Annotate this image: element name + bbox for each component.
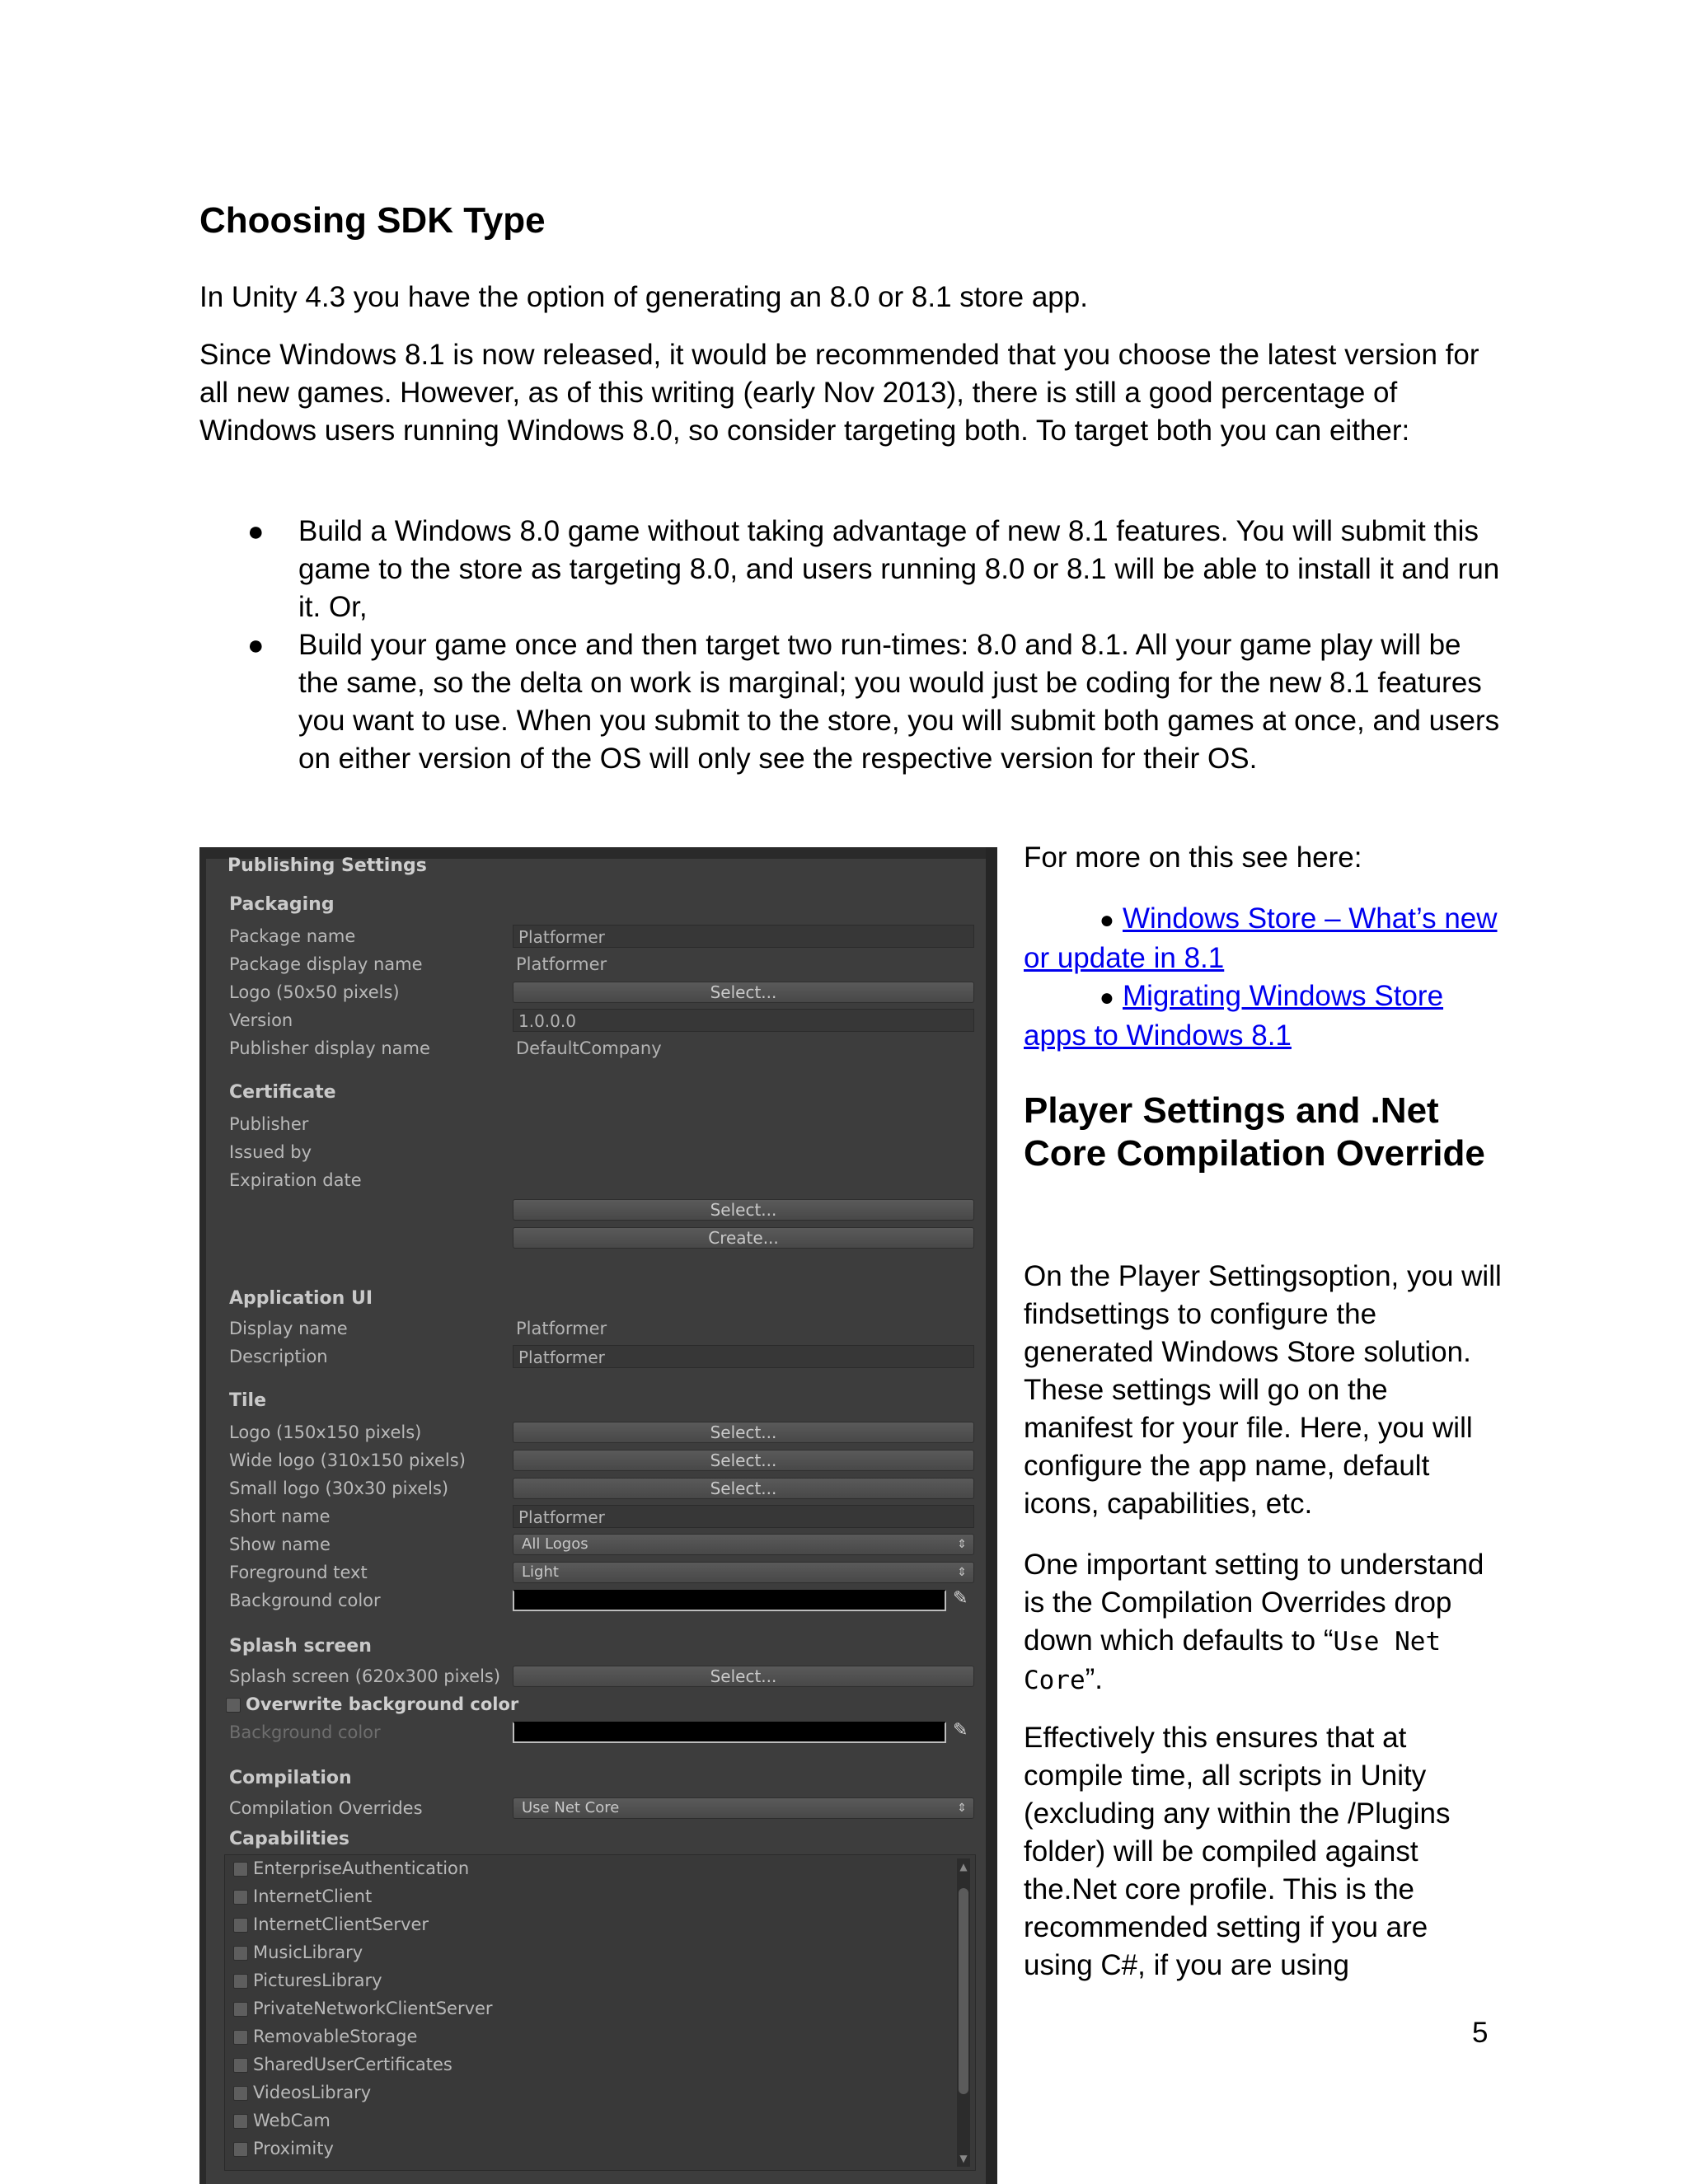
splash-bg-color-swatch[interactable] xyxy=(513,1722,946,1743)
list-item: ● Build a Windows 8.0 game without taking advantage of new 8.1 features. You will submit this game to the store as targeting 8.0, and users running 8.0 or 8.1 will be able to install it and run it. Or, xyxy=(199,513,1502,626)
color-picker-icon[interactable]: ✎ xyxy=(953,1720,968,1741)
list-item[interactable]: EnterpriseAuthentication xyxy=(233,1855,469,1882)
list-item[interactable]: InternetClientServer xyxy=(233,1911,429,1938)
compilation-overrides-dropdown[interactable]: Use Net Core ⇕ xyxy=(513,1797,974,1819)
show-name-label: Show name xyxy=(229,1535,331,1554)
list-item[interactable]: RemovableStorage xyxy=(233,2023,417,2050)
wide-logo-select-button[interactable]: Select... xyxy=(513,1450,974,1471)
wide-logo-label: Wide logo (310x150 pixels) xyxy=(229,1451,466,1470)
panel-title: Publishing Settings xyxy=(227,855,427,876)
scroll-up-icon[interactable]: ▲ xyxy=(959,1861,968,1872)
expiration-date-label: Expiration date xyxy=(229,1170,362,1190)
chevron-updown-icon: ⇕ xyxy=(957,1802,967,1815)
more-info-text: For more on this see here: xyxy=(1024,841,1362,874)
bullet-icon: ● xyxy=(1099,984,1114,1011)
application-ui-header: Application UI xyxy=(229,1288,373,1309)
bullet-icon: ● xyxy=(247,630,265,661)
short-name-field[interactable]: Platformer xyxy=(513,1505,974,1528)
intro-paragraph: In Unity 4.3 you have the option of generating an 8.0 or 8.1 store app. xyxy=(199,281,1088,313)
list-item xyxy=(1024,900,1502,977)
link-migrating-apps[interactable]: Migrating Windows Store apps to Windows 8.1 xyxy=(1024,980,1444,1052)
publisher-display-name-label: Publisher display name xyxy=(229,1038,430,1058)
list-item[interactable]: WebCam xyxy=(233,2107,331,2134)
compilation-overrides-label: Compilation Overrides xyxy=(229,1798,423,1818)
checkbox-icon xyxy=(233,1862,248,1877)
checkbox-icon xyxy=(233,1890,248,1905)
issued-by-label: Issued by xyxy=(229,1142,312,1162)
certificate-create-button[interactable]: Create... xyxy=(513,1227,974,1249)
page-number: 5 xyxy=(1472,2017,1489,2049)
logo-select-button[interactable]: Select... xyxy=(513,982,974,1003)
foreground-text-label: Foreground text xyxy=(229,1563,368,1582)
package-display-name-value: Platformer xyxy=(516,954,607,974)
tile-logo-select-button[interactable]: Select... xyxy=(513,1422,974,1443)
scrollbar-thumb[interactable] xyxy=(959,1888,968,2094)
list-item[interactable]: PicturesLibrary xyxy=(233,1967,382,1994)
package-name-field[interactable]: Platformer xyxy=(513,925,974,948)
list-item[interactable]: PrivateNetworkClientServer xyxy=(233,1995,493,2022)
show-name-dropdown[interactable]: All Logos ⇕ xyxy=(513,1534,974,1555)
chevron-updown-icon: ⇕ xyxy=(957,1538,967,1551)
list-item[interactable]: VideosLibrary xyxy=(233,2079,371,2106)
compilation-override-paragraph: One important setting to understand is the Compilation Overrides drop down which defaults to “Use Net Core”. xyxy=(1024,1549,1484,1695)
list-item[interactable]: InternetClient xyxy=(233,1883,372,1910)
certificate-header: Certificate xyxy=(229,1082,336,1103)
capabilities-list xyxy=(224,1854,976,2171)
scroll-down-icon[interactable]: ▼ xyxy=(959,2153,968,2164)
overwrite-bg-checkbox[interactable]: Overwrite background color xyxy=(226,1691,518,1718)
link-whats-new-81[interactable]: Windows Store – What’s new or update in 8.1 xyxy=(1024,902,1498,974)
publisher-label: Publisher xyxy=(229,1114,309,1134)
splash-screen-label: Splash screen (620x300 pixels) xyxy=(229,1666,501,1686)
checkbox-icon xyxy=(233,1974,248,1989)
version-label: Version xyxy=(229,1010,293,1030)
checkbox-icon xyxy=(233,2030,248,2045)
description-field[interactable]: Platformer xyxy=(513,1345,974,1368)
description-label: Description xyxy=(229,1347,328,1366)
package-name-label: Package name xyxy=(229,926,356,946)
splash-select-button[interactable]: Select... xyxy=(513,1666,974,1687)
checkbox-icon xyxy=(233,2058,248,2073)
checkbox-icon xyxy=(233,1918,248,1933)
splash-screen-header: Splash screen xyxy=(229,1636,372,1657)
compilation-header: Compilation xyxy=(229,1768,352,1788)
capabilities-header: Capabilities xyxy=(229,1829,350,1849)
checkbox-icon xyxy=(233,2086,248,2101)
packaging-header: Packaging xyxy=(229,894,335,915)
background-color-label: Background color xyxy=(229,1591,381,1610)
publishing-settings-panel xyxy=(199,847,997,2184)
bullet-icon: ● xyxy=(247,516,265,547)
tile-logo-label: Logo (150x150 pixels) xyxy=(229,1422,422,1442)
foreground-text-dropdown[interactable]: Light ⇕ xyxy=(513,1562,974,1583)
net-core-paragraph: Effectively this ensures that at compile time, all scripts in Unity (excluding any within the /Plugins folder) will be compiled against the.Net core profile. This is the recommended setting if you are using C#, if you are using xyxy=(1024,1722,1451,1981)
bullet-icon: ● xyxy=(1099,907,1114,934)
player-settings-heading: Player Settings and .Net Core Compilation Override xyxy=(1024,1090,1485,1174)
small-logo-label: Small logo (30x30 pixels) xyxy=(229,1479,449,1498)
player-settings-paragraph: On the Player Settingsoption, you will findsettings to configure the generated Windows Store solution. These settings will go on the manifest for your file. Here, you will configure the app name, default icons, capabilities, etc. xyxy=(1024,1260,1502,1520)
recommendation-paragraph: Since Windows 8.1 is now released, it would be recommended that you choose the latest version for all new games. However, as of this writing (early Nov 2013), there is still a good percentage of Windows users running Windows 8.0, so consider targeting both. To target both you can either: xyxy=(199,339,1479,447)
short-name-label: Short name xyxy=(229,1507,331,1526)
color-picker-icon[interactable]: ✎ xyxy=(953,1588,968,1609)
certificate-select-button[interactable]: Select... xyxy=(513,1199,974,1221)
list-item[interactable]: MusicLibrary xyxy=(233,1939,363,1966)
section-heading: Choosing SDK Type xyxy=(199,200,546,241)
options-list xyxy=(199,513,1502,778)
version-field[interactable]: 1.0.0.0 xyxy=(513,1009,974,1032)
chevron-updown-icon: ⇕ xyxy=(957,1566,967,1579)
list-item[interactable]: SharedUserCertificates xyxy=(233,2051,452,2078)
list-item: ● Build your game once and then target two run-times: 8.0 and 8.1. All your game play will be the same, so the delta on work is marginal; you would just be coding for the new 8.1 features you want to use. When you submit to the store, you will submit both games at once, and users on either version of the OS will only see the respective version for their OS. xyxy=(199,626,1502,778)
logo-label: Logo (50x50 pixels) xyxy=(229,982,400,1002)
checkbox-icon xyxy=(233,2002,248,2017)
list-item xyxy=(1024,977,1502,1055)
display-name-label: Display name xyxy=(229,1319,348,1338)
checkbox-icon xyxy=(233,2114,248,2129)
display-name-value: Platformer xyxy=(516,1319,607,1338)
checkbox-icon xyxy=(226,1698,241,1713)
code-snippet: Use Net Core xyxy=(1024,1627,1442,1695)
publisher-display-name-value: DefaultCompany xyxy=(516,1038,662,1058)
tile-header: Tile xyxy=(229,1390,267,1411)
checkbox-icon xyxy=(233,2142,248,2157)
background-color-swatch[interactable] xyxy=(513,1590,946,1611)
checkbox-icon xyxy=(233,1946,248,1961)
package-display-name-label: Package display name xyxy=(229,954,423,974)
splash-bg-color-label: Background color xyxy=(229,1722,381,1742)
small-logo-select-button[interactable]: Select... xyxy=(513,1478,974,1499)
link-list xyxy=(1024,900,1502,1055)
list-item[interactable]: Proximity xyxy=(233,2135,334,2162)
